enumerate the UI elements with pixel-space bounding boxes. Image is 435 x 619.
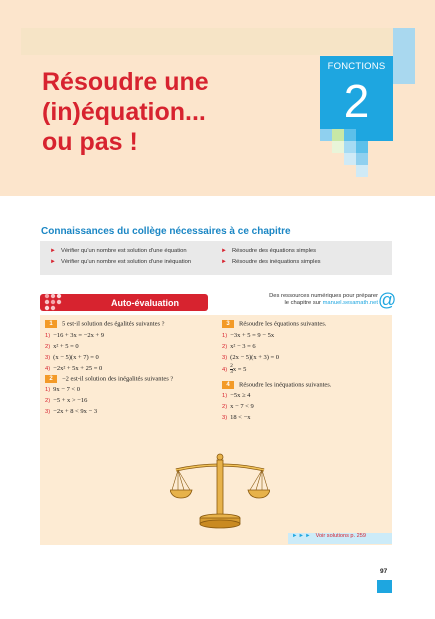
exercise-number-badge: 2	[45, 375, 57, 383]
see-solutions-link[interactable]	[288, 533, 392, 544]
arrow-icon: ►	[50, 259, 56, 265]
exercise-1-prompt	[45, 320, 165, 328]
resources-line-2	[250, 300, 378, 307]
item-expression: x = 5	[232, 365, 247, 373]
item-number: 2)	[222, 404, 228, 410]
exercise-item	[45, 332, 104, 339]
item-expression: x² − 3 = 6	[230, 343, 256, 350]
title-line-1: Résoudre une	[42, 68, 209, 96]
page-marker	[377, 580, 392, 593]
item-number: 2)	[45, 398, 51, 404]
exercise-item	[45, 354, 99, 361]
exercise-item	[222, 364, 246, 375]
prerequisite-item	[50, 259, 191, 265]
page-number: 97	[380, 568, 388, 575]
exercise-item	[45, 408, 97, 415]
exercise-item	[45, 343, 79, 350]
decor-square	[332, 129, 344, 141]
chapter-number: 2	[343, 75, 370, 127]
item-expression: −5x ≥ 4	[230, 392, 251, 399]
auto-eval-title: Auto-évaluation	[110, 298, 179, 308]
exercise-prompt: Résoudre les inéquations suivantes.	[239, 381, 332, 389]
item-number: 4)	[222, 366, 228, 373]
prerequisite-item	[221, 259, 321, 265]
item-expression: 18 < −x	[230, 414, 251, 421]
fraction-numerator: 2	[230, 363, 233, 369]
resources-text: Des ressources numériques pour préparer	[269, 293, 378, 299]
decor-square	[368, 129, 393, 141]
arrow-icon: ►	[221, 248, 227, 254]
decor-square	[332, 141, 344, 153]
exercise-3-prompt	[222, 320, 326, 328]
item-number: 1)	[222, 333, 228, 339]
item-number: 1)	[45, 387, 51, 393]
resources-text-2: le chapitre sur	[284, 300, 321, 306]
exercise-item	[45, 386, 80, 393]
exercise-4-prompt	[222, 381, 331, 389]
item-expression: (x − 5)(x + 7) = 0	[53, 354, 99, 361]
item-expression: −2x² + 5x + 25 = 0	[53, 365, 103, 372]
decor-square	[356, 141, 368, 153]
exercise-item	[222, 332, 274, 339]
prerequisite-text: Résoudre des inéquations simples	[231, 259, 321, 265]
item-number: 3)	[222, 415, 228, 421]
decor-square	[344, 153, 356, 165]
exercise-number-badge: 3	[222, 320, 234, 328]
item-expression: 9x − 7 < 0	[53, 386, 80, 393]
decor-square	[344, 141, 356, 153]
header-accent-strip	[393, 28, 415, 84]
exercise-2-prompt	[45, 375, 173, 383]
item-expression: −2x + 8 < 9x − 3	[53, 408, 98, 415]
exercise-prompt: −2 est-il solution des inégalités suivantes ?	[62, 375, 174, 383]
exercise-item	[222, 343, 256, 350]
at-icon: @	[378, 290, 397, 310]
item-number: 3)	[45, 409, 51, 415]
prerequisite-item	[50, 248, 187, 254]
resources-note	[250, 293, 378, 307]
arrow-icon: ►	[50, 248, 56, 254]
dots-icon	[44, 293, 66, 313]
exercise-item	[45, 397, 87, 404]
title-line-3: ou pas !	[42, 128, 138, 156]
item-expression: x² + 5 = 0	[53, 343, 79, 350]
exercise-prompt: 5 est-il solution des égalités suivantes ?	[62, 320, 165, 328]
title-line-2: (in)équation...	[42, 98, 206, 126]
exercise-item	[222, 403, 254, 410]
exercise-number-badge: 1	[45, 320, 57, 328]
fraction-denominator: 3	[230, 369, 233, 375]
exercise-prompt: Résoudre les équations suivantes.	[239, 320, 327, 328]
decor-square	[356, 153, 368, 165]
exercise-item	[222, 392, 250, 399]
see-solutions-text: Voir solutions p. 259	[315, 533, 366, 539]
prerequisites-heading: Connaissances du collège nécessaires à ce chapitre	[41, 226, 291, 237]
item-number: 3)	[222, 355, 228, 361]
decor-square	[320, 129, 332, 141]
arrow-icon: ►	[221, 259, 227, 265]
item-expression: −5 + x > −16	[53, 397, 88, 404]
exercise-item	[222, 414, 251, 421]
item-number: 3)	[45, 355, 51, 361]
exercise-item	[45, 365, 102, 372]
item-number: 1)	[45, 333, 51, 339]
decor-square	[344, 129, 356, 141]
header-band	[21, 28, 393, 55]
decor-square	[356, 129, 368, 141]
item-number: 2)	[222, 344, 228, 350]
prerequisite-item	[221, 248, 316, 254]
prerequisite-text: Vérifier qu'un nombre est solution d'une équation	[60, 248, 187, 254]
resources-link[interactable]: manuel.sesamath.net	[322, 300, 378, 306]
chapter-label: FONCTIONS	[327, 61, 386, 72]
prerequisite-text: Vérifier qu'un nombre est solution d'une inéquation	[60, 259, 192, 265]
item-expression: (2x − 5)(x + 3) = 0	[230, 354, 280, 361]
decor-square	[356, 165, 368, 177]
balance-scale-icon	[170, 452, 270, 532]
item-number: 4)	[45, 366, 51, 372]
chapter-title	[42, 67, 322, 157]
exercise-item	[222, 354, 279, 361]
triangle-arrows-icon: ►►►	[292, 533, 312, 539]
item-expression: −16 + 3x = −2x + 9	[53, 332, 104, 339]
exercise-number-badge: 4	[222, 381, 234, 389]
item-expression: −3x + 5 = 9 − 5x	[230, 332, 275, 339]
item-number: 1)	[222, 393, 228, 399]
prerequisites-box	[40, 241, 392, 275]
prerequisite-text: Résoudre des équations simples	[231, 248, 317, 254]
item-expression: x − 7 < 9	[230, 403, 254, 410]
item-number: 2)	[45, 344, 51, 350]
